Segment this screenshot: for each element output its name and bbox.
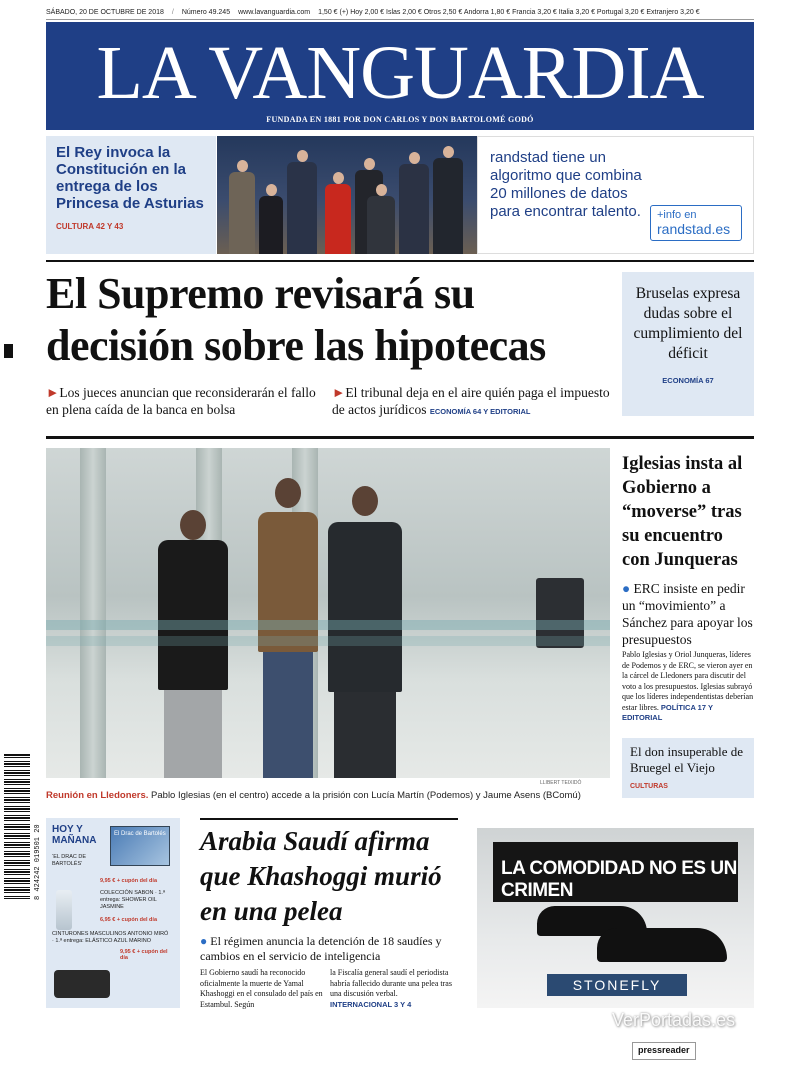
ad-text: randstad tiene un algoritmo que combina 20 millones de datos para encontrar talento.	[490, 149, 642, 220]
teaser-photo	[217, 136, 477, 254]
glass-reflection	[46, 620, 610, 630]
caption-text: Pablo Iglesias (en el centro) accede a la prisión con Lucía Martín (Podemos) y Jaume Asens (BComú)	[151, 790, 581, 801]
ad-headline: LA COMODIDAD NO ES UN CRIMEN	[501, 858, 737, 901]
belt	[54, 970, 110, 998]
saudi-body-col-2-text: la Fiscalía general saudí el periodista habría fallecido durante una pelea tras una discusión verbal.	[330, 968, 452, 998]
divider	[46, 260, 754, 262]
stonefly-ad[interactable]	[477, 828, 754, 1008]
teaser-rey[interactable]	[46, 136, 216, 254]
iglesias-subhead	[622, 580, 754, 648]
promo-price-3: 9,95 € + cupón del día	[120, 949, 168, 961]
figure	[229, 172, 255, 254]
separator: /	[171, 9, 174, 16]
masthead	[46, 22, 754, 130]
person-right	[328, 522, 402, 692]
barcode-number: 8 424242 019501 20	[34, 824, 42, 900]
divider	[200, 818, 458, 820]
prices: 1,50 € (+) Hoy 2,00 € Islas 2,00 € Otros 2,50 € Andorra 1,80 € Francia 3,20 € Italia 3,20 € Portugal 3,20 € Extranjero 3,20 €	[318, 9, 700, 16]
saudi-body-col-2	[330, 968, 456, 1010]
person-middle	[258, 512, 318, 652]
saudi-headline[interactable]: Arabia Saudí afirma que Khashoggi murió en una pelea	[200, 826, 442, 926]
dateline	[46, 6, 754, 20]
arrow-icon: ►	[332, 385, 346, 400]
figure	[325, 184, 351, 254]
iglesias-body-text: Pablo Iglesias y Oriol Junqueras, líderes de Podemos y de ERC, se vieron ayer en la cárcel de Lledoners para discutir del voto a los presupuestos. Iglesias subrayó que los líderes independentistas deberían estar libres.	[622, 650, 754, 712]
website-link[interactable]: www.lavanguardia.com	[238, 9, 311, 16]
newspaper-logo: LA VANGUARDIA	[96, 31, 704, 115]
divider	[46, 436, 754, 439]
shoe	[597, 928, 727, 962]
lead-refs[interactable]: ECONOMÍA 64 Y EDITORIAL	[429, 407, 531, 416]
saudi-body-col-1: El Gobierno saudí ha reconocido oficialmente la muerte de Yamal Khashoggi en el consulado del país en Estambul. Según	[200, 968, 323, 1009]
side-box-headline: Bruselas expresa dudas sobre el cumplimiento del déficit	[633, 285, 743, 362]
book-cover	[110, 826, 170, 866]
lead-headline[interactable]: El Supremo revisará su decisión sobre las hipotecas	[46, 269, 546, 370]
button-line-1: +info en	[657, 209, 697, 221]
main-photo	[46, 448, 610, 778]
brand-logo: STONEFLY	[547, 974, 687, 996]
pillar	[80, 448, 106, 778]
figure	[259, 196, 283, 254]
watermark: VerPortadas.es	[612, 1010, 736, 1030]
figure	[433, 158, 463, 254]
lead-subhead-a-text: Los jueces anuncian que reconsiderarán el fallo en plena caída de la banca en bolsa	[46, 385, 316, 417]
iglesias-body	[622, 650, 754, 724]
iglesias-subhead-text: ERC insiste en pedir un “movimiento” a Sánchez para apoyar los presupuestos	[622, 581, 753, 647]
promo-title: HOY Y MAÑANA	[52, 824, 97, 846]
lead-subhead-b	[332, 384, 614, 420]
side-box-section-tag: ECONOMÍA 67	[662, 376, 714, 385]
bullet-icon: ●	[622, 581, 631, 596]
saudi-subhead-text: El régimen anuncia la detención de 18 saudíes y cambios en el servicio de inteligencia	[200, 934, 442, 963]
iglesias-refs[interactable]: POLÍTICA 17 Y EDITORIAL	[622, 702, 713, 722]
lead-subhead-b-text: El tribunal deja en el aire quién paga el impuesto de actos jurídicos	[332, 385, 610, 417]
bruegel-headline: El don insuperable de Bruegel el Viejo	[630, 744, 743, 775]
side-box-bruselas[interactable]	[622, 272, 754, 416]
promo-item-2: COLECCIÓN SABON · 1.ª entrega: SHOWER OIL JASMINE	[100, 890, 165, 910]
bruegel-tag: CULTURAS	[630, 783, 668, 790]
photo-credit: LLIBERT TEIXIDÓ	[540, 780, 582, 786]
promo-price-2: 6,95 € + cupón del día	[100, 917, 158, 923]
bullet-icon: ●	[200, 934, 208, 948]
person-left	[158, 540, 228, 690]
figure	[367, 196, 395, 254]
promo-item-3: CINTURONES MASCULINOS ANTONIO MIRÓ · 1.ª entrega: ELÁSTICO AZUL MARINO	[52, 931, 169, 944]
button-line-2: randstad.es	[657, 221, 731, 237]
saudi-refs[interactable]: INTERNACIONAL 3 Y 4	[330, 999, 412, 1009]
book-cover-title: El Drac de Bartolés	[114, 831, 166, 837]
issue-number: Número 49.245	[181, 9, 231, 16]
figure	[287, 162, 317, 254]
lead-subhead-a	[46, 384, 324, 418]
bruegel-box[interactable]	[622, 738, 754, 798]
teaser-section-tag: CULTURA 42 Y 43	[56, 222, 124, 231]
glass-reflection	[46, 636, 610, 646]
promo-item-1: ‘EL DRAC DE BARTOLÉS’	[52, 854, 87, 867]
founded-line: FUNDADA EN 1881 POR DON CARLOS Y DON BARTOLOMÉ GODÓ	[266, 115, 534, 124]
oil-bottle	[56, 890, 72, 930]
caption-title: Reunión en Lledoners.	[46, 790, 149, 801]
arrow-icon: ►	[46, 385, 60, 400]
pressreader-logo: pressreader	[632, 1042, 696, 1060]
barcode	[4, 754, 30, 899]
figure	[399, 164, 429, 254]
randstad-ad[interactable]	[477, 136, 754, 254]
iglesias-headline[interactable]: Iglesias insta al Gobierno a “moverse” tras su encuentro con Junqueras	[622, 454, 743, 570]
margin-mark	[4, 344, 13, 358]
randstad-info-button[interactable]	[650, 205, 742, 241]
promo-price-1: 9,95 € + cupón del día	[100, 878, 158, 884]
date: SÁBADO, 20 DE OCTUBRE DE 2018	[46, 9, 164, 16]
saudi-subhead	[200, 934, 458, 964]
promo-box[interactable]	[46, 818, 180, 1008]
teaser-headline: El Rey invoca la Constitución en la entrega de los Princesa de Asturias	[56, 144, 204, 212]
photo-caption	[46, 790, 610, 801]
